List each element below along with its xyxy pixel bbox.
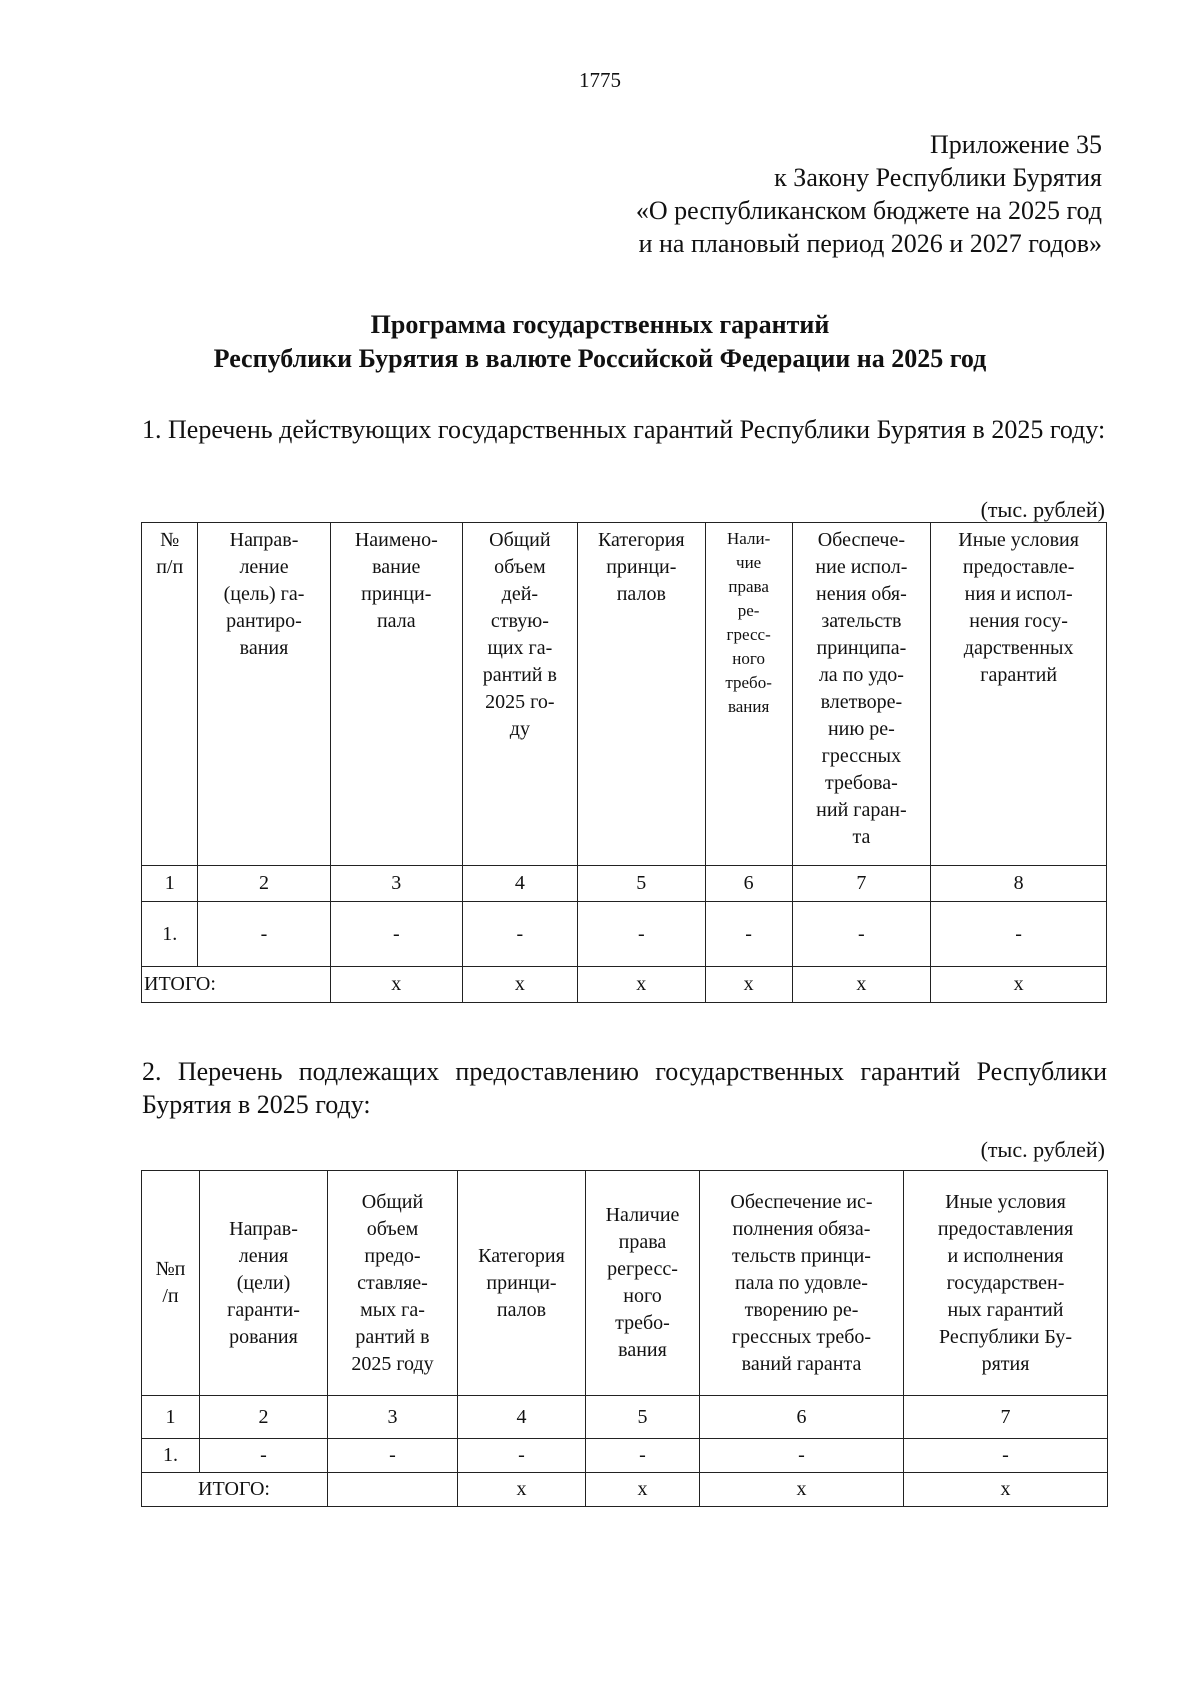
header-cell: Обеспече- ние испол- нения обя- зательств принципа- ла по удо- влетворе- нию ре- грессных требова- ний гаран- та	[792, 523, 931, 866]
column-number: 7	[904, 1396, 1108, 1439]
table-header-row	[142, 523, 1107, 866]
total-cell: x	[458, 1473, 586, 1507]
section2-unit: (тыс. рублей)	[980, 1137, 1105, 1162]
table-cell: -	[792, 902, 931, 967]
total-cell: x	[577, 967, 705, 1003]
table-cell: -	[200, 1439, 328, 1473]
column-number: 2	[200, 1396, 328, 1439]
column-number: 6	[700, 1396, 904, 1439]
table-row	[142, 902, 1107, 967]
column-number: 7	[792, 866, 931, 902]
total-label: ИТОГО:	[142, 1473, 328, 1507]
header-cell: Обеспечение ис- полнения обяза- тельств принци- пала по удовле- творению ре- грессных требо- ваний гаранта	[700, 1171, 904, 1396]
column-number: 4	[458, 1396, 586, 1439]
table-existing-guarantees	[141, 522, 1107, 1003]
table-cell: -	[458, 1439, 586, 1473]
header-cell: Направ- ления (цели) гаранти- рования	[200, 1171, 328, 1396]
table-cell: -	[462, 902, 577, 967]
table-cell: -	[904, 1439, 1108, 1473]
document-title	[0, 308, 1200, 376]
table-cell: -	[328, 1439, 458, 1473]
table-cell: 1.	[142, 1439, 200, 1473]
header-cell: Наличие права регресс- ного требо- вания	[586, 1171, 700, 1396]
appendix-line: и на плановый период 2026 и 2027 годов»	[638, 229, 1102, 258]
header-cell: Общий объем предо- ставляе- мых га- рантий в 2025 году	[328, 1171, 458, 1396]
section2-heading: 2. Перечень подлежащих предоставлению государственных гарантий Республики Бурятия в 2025 году:	[142, 1057, 1107, 1119]
column-number: 4	[462, 866, 577, 902]
table-cell: -	[198, 902, 330, 967]
total-cell: x	[586, 1473, 700, 1507]
table-cell: -	[705, 902, 792, 967]
header-cell: Общий объем дей- ствую- щих га- рантий в 2025 го- ду	[462, 523, 577, 866]
total-cell: x	[705, 967, 792, 1003]
page-number: 1775	[579, 68, 621, 92]
header-cell: № п/п	[142, 523, 198, 866]
column-number: 5	[586, 1396, 700, 1439]
total-cell: x	[931, 967, 1107, 1003]
column-number: 1	[142, 866, 198, 902]
header-cell: Иные условия предоставления и исполнения государствен- ных гарантий Республики Бу- рятия	[904, 1171, 1108, 1396]
column-number: 6	[705, 866, 792, 902]
table-cell: -	[330, 902, 462, 967]
header-cell: Наимено- вание принци- пала	[330, 523, 462, 866]
column-number: 8	[931, 866, 1107, 902]
header-cell: Нали- чие права ре- гресс- ного требо- вания	[705, 523, 792, 866]
table-planned-guarantees	[141, 1170, 1108, 1507]
total-row	[142, 1473, 1108, 1507]
section1-unit: (тыс. рублей)	[980, 497, 1105, 522]
total-cell: x	[792, 967, 931, 1003]
section1-heading: 1. Перечень действующих государственных гарантий Республики Бурятия в 2025 году:	[142, 415, 1106, 444]
appendix-line: «О республиканском бюджете на 2025 год	[635, 196, 1102, 225]
column-number: 1	[142, 1396, 200, 1439]
total-cell: x	[330, 967, 462, 1003]
table-cell: -	[931, 902, 1107, 967]
total-row	[142, 967, 1107, 1003]
total-label: ИТОГО:	[142, 967, 331, 1003]
appendix-reference	[636, 128, 1102, 260]
total-cell: x	[700, 1473, 904, 1507]
table-cell: -	[586, 1439, 700, 1473]
column-number-row	[142, 866, 1107, 902]
column-number-row	[142, 1396, 1108, 1439]
header-cell: Категория принци- палов	[458, 1171, 586, 1396]
table-header-row	[142, 1171, 1108, 1396]
total-cell	[328, 1473, 458, 1507]
title-line: Программа государственных гарантий	[370, 310, 830, 339]
header-cell: Иные условия предоставле- ния и испол- нения госу- дарственных гарантий	[931, 523, 1107, 866]
table-row	[142, 1439, 1108, 1473]
column-number: 5	[577, 866, 705, 902]
total-cell: x	[462, 967, 577, 1003]
table-cell: 1.	[142, 902, 198, 967]
appendix-line: к Закону Республики Бурятия	[774, 163, 1102, 192]
column-number: 3	[328, 1396, 458, 1439]
header-cell: Категория принци- палов	[577, 523, 705, 866]
header-cell: Направ- ление (цель) га- рантиро- вания	[198, 523, 330, 866]
header-cell: №п /п	[142, 1171, 200, 1396]
table-cell: -	[577, 902, 705, 967]
column-number: 3	[330, 866, 462, 902]
table-cell: -	[700, 1439, 904, 1473]
total-cell: x	[904, 1473, 1108, 1507]
title-line: Республики Бурятия в валюте Российской Федерации на 2025 год	[213, 344, 987, 373]
column-number: 2	[198, 866, 330, 902]
appendix-line: Приложение 35	[929, 130, 1102, 159]
